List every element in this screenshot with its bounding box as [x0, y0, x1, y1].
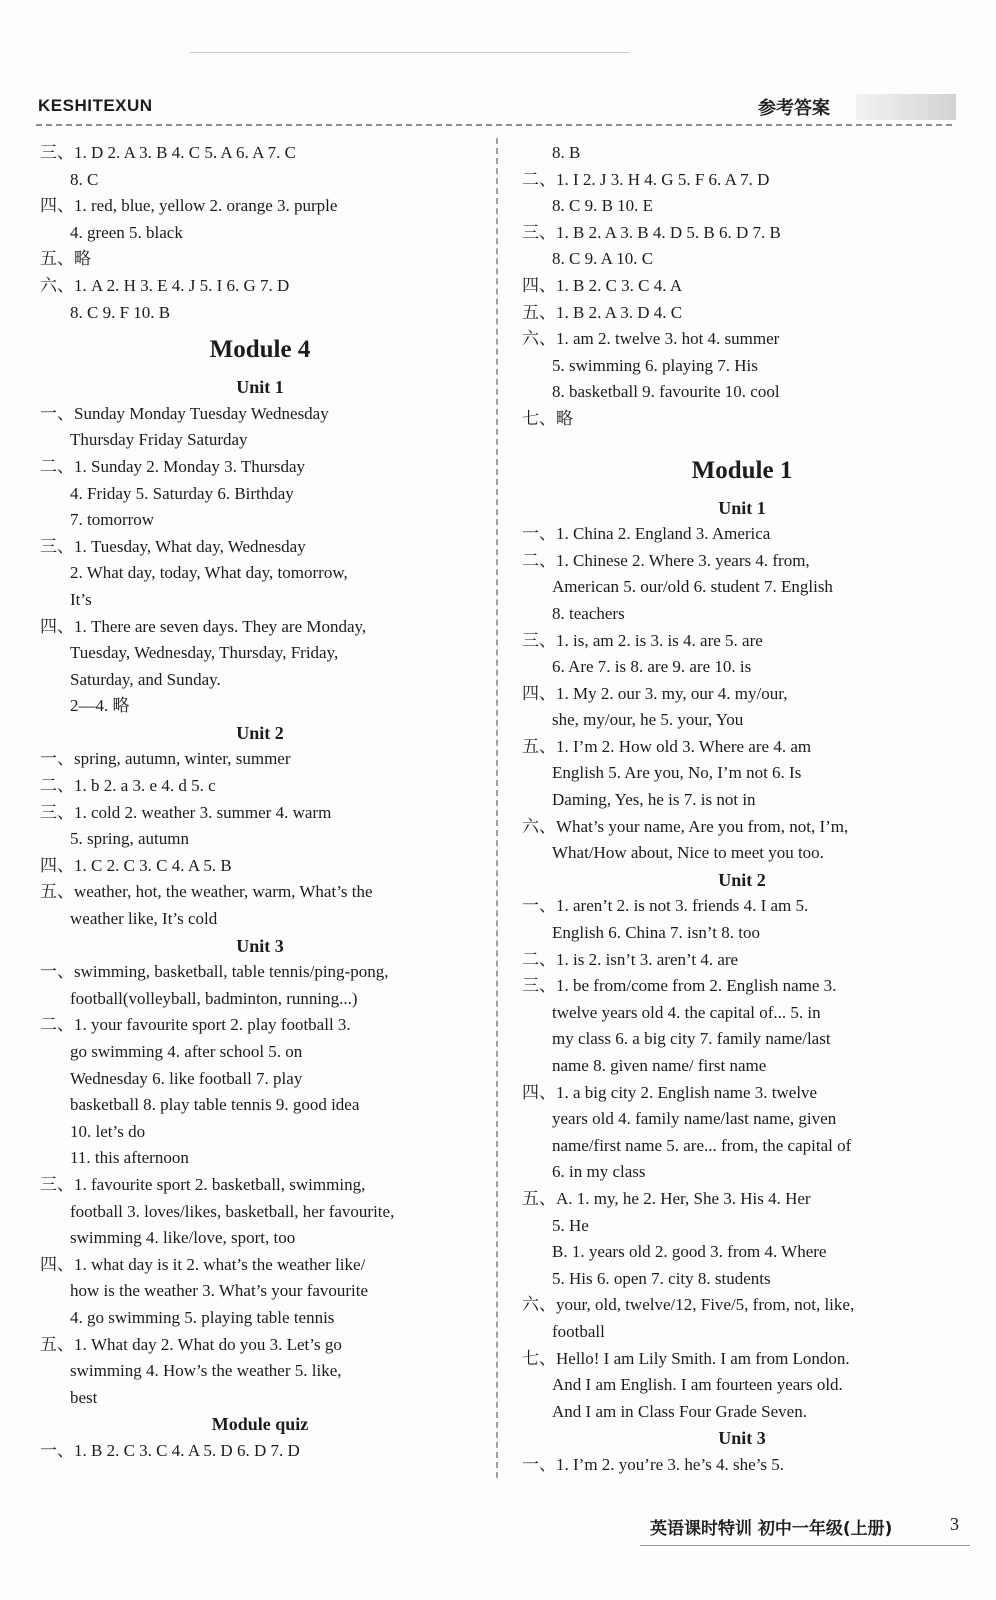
- answers-title: 参考答案: [758, 98, 830, 119]
- answer-line: 2—4. 略: [70, 696, 130, 716]
- answer-line: 四、1. B 2. C 3. C 4. A: [522, 275, 683, 295]
- page-number: 3: [950, 1514, 959, 1534]
- answer-line: football: [552, 1321, 605, 1341]
- answer-line: 8. C 9. B 10. E: [552, 196, 654, 216]
- answer-line: 一、1. B 2. C 3. C 4. A 5. D 6. D 7. D: [40, 1440, 300, 1460]
- answer-line: 六、1. am 2. twelve 3. hot 4. summer: [522, 329, 780, 349]
- answer-line: 一、1. aren’t 2. is not 3. friends 4. I am 5.: [522, 896, 809, 916]
- answer-line: she, my/our, he 5. your, You: [552, 710, 744, 730]
- answer-line: 六、What’s your name, Are you from, not, I’m,: [522, 816, 849, 836]
- answer-line: 11. this afternoon: [70, 1148, 189, 1168]
- answer-line: best: [70, 1387, 98, 1407]
- answer-line: American 5. our/old 6. student 7. English: [552, 577, 833, 597]
- answer-line: 一、1. China 2. England 3. America: [522, 524, 771, 544]
- answer-line: football 3. loves/likes, basketball, her favourite,: [70, 1201, 395, 1221]
- answer-line: 10. let’s do: [70, 1121, 146, 1141]
- answer-line: 五、1. I’m 2. How old 3. Where are 4. am: [522, 736, 812, 756]
- answer-line: English 5. Are you, No, I’m not 6. Is: [552, 763, 802, 783]
- answer-line: name 8. given name/ first name: [552, 1056, 767, 1075]
- unit-heading: Module quiz: [211, 1414, 309, 1435]
- answer-line: And I am English. I am fourteen years old.: [552, 1375, 843, 1395]
- answer-line: 五、weather, hot, the weather, warm, What’s the: [40, 882, 373, 902]
- answer-line: 8. C 9. A 10. C: [552, 249, 654, 269]
- answer-line: 8. C: [70, 169, 99, 189]
- answer-line: 七、略: [522, 408, 573, 428]
- unit-heading: Unit 2: [718, 869, 766, 890]
- answer-line: Tuesday, Wednesday, Thursday, Friday,: [70, 643, 339, 663]
- answer-line: B. 1. years old 2. good 3. from 4. Where: [552, 1242, 827, 1262]
- answer-line: 7. tomorrow: [70, 510, 155, 530]
- answer-line: swimming 4. How’s the weather 5. like,: [70, 1361, 342, 1381]
- answer-line: Wednesday 6. like football 7. play: [70, 1068, 303, 1088]
- top-rule: [190, 52, 630, 53]
- unit-heading: Unit 3: [718, 1428, 766, 1449]
- answer-line: 4. green 5. black: [70, 222, 183, 242]
- answer-line: 5. swimming 6. playing 7. His: [552, 355, 758, 375]
- answer-line: 四、1. a big city 2. English name 3. twelve: [522, 1082, 818, 1102]
- answer-line: And I am in Class Four Grade Seven.: [552, 1401, 807, 1421]
- module-heading: Module 4: [209, 336, 311, 364]
- answer-line: 8. B: [552, 143, 581, 162]
- answer-line: swimming 4. like/love, sport, too: [70, 1228, 296, 1248]
- answer-line: 8. C 9. F 10. B: [70, 302, 171, 322]
- answer-line: years old 4. family name/last name, given: [552, 1109, 837, 1129]
- answer-line: 二、1. I 2. J 3. H 4. G 5. F 6. A 7. D: [522, 169, 770, 189]
- answer-line: Thursday Friday Saturday: [70, 430, 248, 450]
- answer-line: how is the weather 3. What’s your favourite: [70, 1281, 369, 1301]
- answer-line: 七、Hello! I am Lily Smith. I am from London.: [522, 1348, 850, 1368]
- answer-line: 6. in my class: [552, 1162, 646, 1182]
- header-divider: [36, 124, 952, 126]
- page-footer: [650, 1512, 970, 1542]
- answer-line: 8. teachers: [552, 603, 625, 623]
- answer-line: It’s: [70, 589, 92, 609]
- answer-line: 一、swimming, basketball, table tennis/ping-pong,: [40, 962, 389, 982]
- answer-line: 二、1. is 2. isn’t 3. aren’t 4. are: [522, 949, 739, 969]
- answer-line: 三、1. is, am 2. is 3. is 4. are 5. are: [522, 630, 763, 650]
- unit-heading: Unit 1: [718, 497, 766, 518]
- answer-line: English 6. China 7. isn’t 8. too: [552, 923, 760, 943]
- page-header: [38, 92, 958, 128]
- answer-line: 五、1. What day 2. What do you 3. Let’s go: [40, 1334, 342, 1354]
- answer-line: 四、1. what day is it 2. what’s the weather like/: [40, 1254, 366, 1274]
- answer-line: 六、1. A 2. H 3. E 4. J 5. I 6. G 7. D: [40, 275, 290, 295]
- answer-line: 二、1. Sunday 2. Monday 3. Thursday: [40, 456, 306, 476]
- right-column: [522, 140, 962, 1479]
- answer-line: 5. He: [552, 1215, 589, 1235]
- answer-line: 三、1. be from/come from 2. English name 3.: [522, 976, 837, 996]
- answer-line: football(volleyball, badminton, running...): [70, 988, 358, 1008]
- answer-line: 二、1. b 2. a 3. e 4. d 5. c: [40, 776, 216, 796]
- answer-line: 五、略: [40, 249, 91, 269]
- answer-line: 一、1. I’m 2. you’re 3. he’s 4. she’s 5.: [522, 1454, 785, 1474]
- answer-line: Daming, Yes, he is 7. is not in: [552, 790, 756, 810]
- answer-line: 三、1. D 2. A 3. B 4. C 5. A 6. A 7. C: [40, 143, 296, 162]
- answer-line: weather like, It’s cold: [70, 909, 218, 929]
- answer-line: 5. spring, autumn: [70, 829, 189, 849]
- answer-line: basketball 8. play table tennis 9. good idea: [70, 1095, 360, 1115]
- brand-name: KESHITEXUN: [38, 96, 153, 115]
- answer-line: 三、1. Tuesday, What day, Wednesday: [40, 536, 306, 556]
- answer-line: 4. go swimming 5. playing table tennis: [70, 1307, 335, 1327]
- answer-line: 5. His 6. open 7. city 8. students: [552, 1268, 771, 1288]
- answer-line: 一、spring, autumn, winter, summer: [40, 749, 291, 769]
- header-bar: [856, 94, 956, 120]
- column-divider: [496, 138, 498, 1478]
- answer-line: 一、Sunday Monday Tuesday Wednesday: [40, 403, 329, 423]
- unit-heading: Unit 1: [236, 377, 284, 398]
- module-heading: Module 1: [691, 456, 793, 484]
- left-column: [40, 140, 480, 1465]
- unit-heading: Unit 2: [236, 722, 284, 743]
- answer-line: 三、1. B 2. A 3. B 4. D 5. B 6. D 7. B: [522, 222, 781, 242]
- answer-line: Saturday, and Sunday.: [70, 669, 221, 689]
- answer-line: 四、1. My 2. our 3. my, our 4. my/our,: [522, 683, 788, 703]
- answer-line: twelve years old 4. the capital of... 5. in: [552, 1002, 821, 1022]
- answer-line: name/first name 5. are... from, the capital of: [552, 1135, 852, 1155]
- answer-line: 6. Are 7. is 8. are 9. are 10. is: [552, 657, 752, 677]
- answer-line: 4. Friday 5. Saturday 6. Birthday: [70, 483, 294, 503]
- footer-rule: [640, 1545, 970, 1546]
- answer-line: What/How about, Nice to meet you too.: [552, 843, 824, 863]
- answer-line: go swimming 4. after school 5. on: [70, 1042, 303, 1061]
- answer-line: 四、1. There are seven days. They are Monday,: [40, 616, 367, 636]
- book-title: 英语课时特训 初中一年级(上册): [650, 1519, 893, 1539]
- answer-line: 三、1. favourite sport 2. basketball, swimming,: [40, 1174, 366, 1194]
- answer-line: my class 6. a big city 7. family name/last: [552, 1029, 831, 1049]
- answer-line: 四、1. C 2. C 3. C 4. A 5. B: [40, 855, 232, 875]
- answer-line: 二、1. Chinese 2. Where 3. years 4. from,: [522, 550, 810, 570]
- unit-heading: Unit 3: [236, 935, 284, 956]
- answer-line: 五、1. B 2. A 3. D 4. C: [522, 302, 683, 322]
- answer-line: 三、1. cold 2. weather 3. summer 4. warm: [40, 802, 332, 822]
- answer-line: 8. basketball 9. favourite 10. cool: [552, 382, 780, 402]
- answer-line: 2. What day, today, What day, tomorrow,: [70, 563, 348, 583]
- answer-line: 四、1. red, blue, yellow 2. orange 3. purple: [40, 196, 338, 216]
- answer-line: 五、A. 1. my, he 2. Her, She 3. His 4. Her: [522, 1188, 811, 1208]
- answer-line: 六、your, old, twelve/12, Five/5, from, not, like,: [522, 1295, 855, 1315]
- answer-line: [522, 433, 962, 447]
- answer-line: 二、1. your favourite sport 2. play football 3.: [40, 1015, 351, 1035]
